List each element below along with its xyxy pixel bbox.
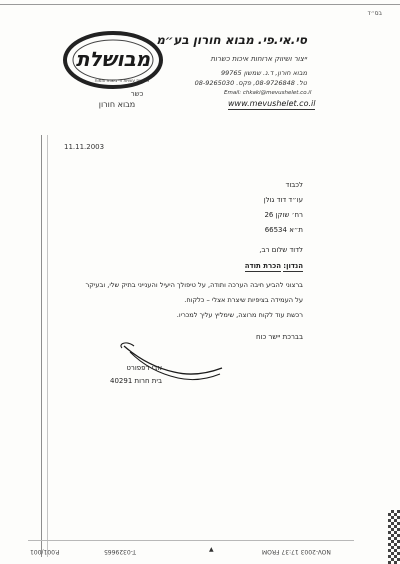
footer-rule — [28, 540, 354, 541]
recipient-to: לכבוד — [285, 181, 303, 189]
company-phone-fax: טל. 08-9726848, פקס. 08-9265030 — [194, 79, 307, 87]
fax-top-edge — [0, 4, 400, 5]
page-tag: בס״ד — [367, 10, 382, 17]
body-line-3: רכשת עוד לקוח מרוצה, שימליץ עליך למכריו. — [176, 311, 303, 319]
fax-footer-left: P.001/001 — [30, 548, 60, 555]
company-website[interactable]: www.mevushelet.co.il — [228, 99, 316, 108]
company-name: סי.אי.פי. מבוא חורון בע״מ — [156, 33, 307, 47]
company-address: מבוא חורון, ד.נ. שמשון 99765 — [221, 69, 307, 77]
recipient-city: ת״א 66534 — [264, 226, 303, 234]
signer-place: בית חרות 40291 — [110, 377, 162, 385]
greeting: לדוד שלום רב, — [259, 246, 303, 254]
logo-wordmark: מבושלת — [75, 47, 151, 71]
signer-name: אבי רפפורט — [126, 364, 162, 372]
logo-place: מבוא חורון — [98, 100, 136, 109]
fax-margin-line — [41, 135, 42, 557]
recipient-street: רח׳ שוקן 26 — [264, 211, 303, 219]
fax-footer-mid: T-0329665 — [104, 548, 137, 555]
company-tagline: ייצור ושיווק ארוחות איכות כשרות — [210, 55, 307, 63]
fax-margin-line-faint — [47, 135, 48, 557]
subject-prefix: הנדון: — [283, 262, 303, 270]
letter-date: 11.11.2003 — [64, 143, 105, 151]
fax-edge-pattern — [388, 510, 400, 564]
fax-footer-right: NOV-2003 17:37 FROM — [262, 548, 331, 555]
subject-text: הכרת תודה — [244, 262, 282, 270]
page-marker-icon: ▲ — [209, 546, 214, 553]
body-line-1: ברצוני להביע חיבה הערכה ותודה, על טיפולך היעיל והענייני בתיק שלי, ובעיקר — [85, 281, 303, 289]
subject-line — [245, 262, 303, 270]
recipient-name: עו״ד דוד גולן — [263, 196, 303, 204]
company-email: Email: chkaki@mevushelet.co.il — [224, 90, 312, 96]
closing: בברכת יישר כוח — [255, 333, 303, 341]
logo-kosher: כשר — [130, 90, 144, 98]
logo-ring-text: ארוחות עשויות פי בשבת וחמות — [94, 78, 150, 83]
body-line-2: על העמידה בציפיות שיצרת אצלי – כלקוח. — [184, 296, 303, 304]
